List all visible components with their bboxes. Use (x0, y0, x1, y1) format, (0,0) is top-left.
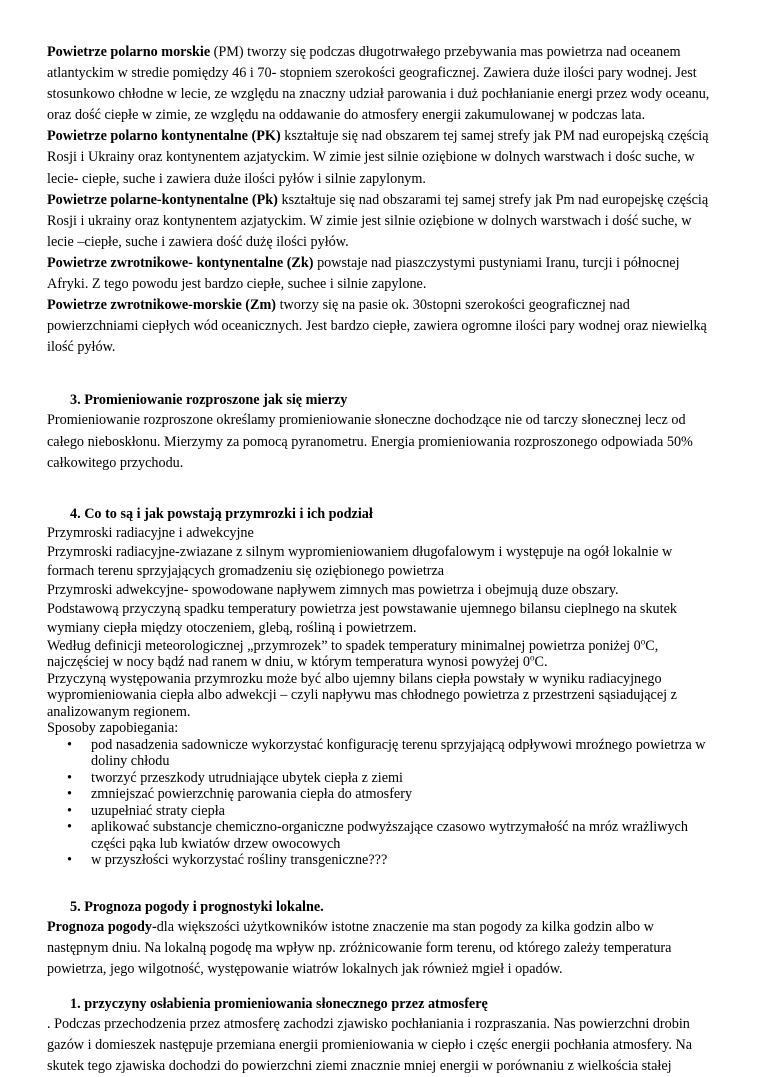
section-weather-forecast (47, 898, 717, 980)
list-item-text: uzupełniać straty ciepła (91, 802, 225, 819)
section-frosts (47, 505, 717, 869)
air-mass-description: (PM) tworzy się podczas długotrwałego przebywania mas powietrza nad oceanem atlantyckim w stredie pomiędzy 46 i 70- stopniem szerokości geograficznej. Zawiera duże ilości pary wodnej. Jest stosunkowo chłodne w lecie, ze względu na znaczny udział parowania i duż pochłanianie energi przez wody oceanu, oraz dość ciepłe w zimie, ze względu na oddawanie do atmosfery energii zakumulowanej w podczas lata. (47, 44, 710, 124)
list-item (47, 852, 717, 869)
degree-mark: o (530, 652, 535, 663)
section-body (47, 917, 717, 980)
section-heading: 1. przyczyny osłabienia promieniowania słonecznego przez atmosferę (70, 995, 488, 1012)
air-mass-description: tworzy się na pasie ok. 30stopni szerokości geograficznej nad powierzchniami ciepłych wód oceanicznych. Jest bardzo ciepłe, zawiera ogromne ilości pary wodnej oraz niewielką ilość pyłów. (47, 297, 707, 356)
definition-unit: C, (645, 637, 659, 654)
air-mass-description: kształtuje się nad obszarem tej samej strefy jak PM nad europejską częścią Rosji i Ukrainy oraz kontynentem azjatyckim. W zimie jest silnie oziębione w dolnych warstwach i dośc suche, w lecie- ciepłe, suche i zawiera duże ilości pyłów i silnie zapylonym. (47, 128, 709, 187)
bullet-icon: • (67, 819, 72, 836)
air-mass-paragraph (47, 253, 717, 295)
definition-text: Według definicji meteorologicznej „przymrozek” to spadek temperatury minimalnej powietrza poniżej 0 (47, 637, 641, 654)
section-diffuse-radiation (47, 391, 717, 473)
bullet-icon: • (67, 786, 72, 803)
list-item (47, 786, 717, 803)
section-body: Promieniowanie rozproszone określamy promieniowanie słoneczne dochodzące nie od tarczy słonecznej lecz od całego nieboskłonu. Mierzymy za pomocą pyranometru. Energia promieniowania rozproszonego odpowiada 50% całkowitego przychodu. (47, 412, 693, 471)
air-mass-title: Powietrze polarno kontynentalne (PK) (47, 128, 281, 145)
air-mass-paragraph (47, 190, 717, 253)
air-mass-title: Powietrze polarno morskie (47, 44, 211, 60)
air-mass-paragraph (47, 42, 717, 126)
list-item-text: w przyszłości wykorzystać rośliny transgeniczne??? (91, 852, 388, 869)
term-description: dla większości użytkowników istotne znaczenie ma stan pogody za kilka godzin albo w następnym dniu. Na lokalną pogodę ma wpływ np. zróżnicowanie form terenu, od którego zależy temperatura powietrza, jego wilgotność, występowanie wiatrów lokalnych jak również mgieł i opadów. (47, 918, 672, 977)
air-mass-description: kształtuje się nad obszarami tej samej strefy jak Pm nad europejskę częścią Rosji i ukrainy oraz kontynentem azjatyckim. W zimie jest silnie oziębione w dolnych warstwach i dość suche, w lecie –ciepłe, suche i zawiera dość dużę ilości pyłów. (47, 191, 709, 250)
frost-definition-line (47, 654, 717, 671)
frost-definition-line (47, 635, 717, 655)
bullet-icon: • (67, 736, 72, 753)
bullet-icon: • (67, 769, 72, 786)
frost-cause-line: Podstawową przyczyną spadku temperatury powietrza jest powstawanie ujemnego bilansu cieplnego na skutek wymiany ciepła między otoczeniem, glebą, rośliną i powietrzem. (47, 600, 677, 636)
section-body: . Podczas przechodzenia przez atmosferę zachodzi zjawisko pochłaniania i rozpraszania. Nas powierzchni drobin gazów i domieszek następuje przemiana energii promieniowania w ciepło i częśc energii pochłania atmosfery. Na skutek tego zjawiska dochodzi do powierzchni ziemi znacznie mniej energii w porównaniu z wielkościa stałej (47, 1015, 693, 1075)
list-item (47, 770, 717, 787)
air-mass-description: powstaje nad piaszczystymi pustyniami Iranu, turcji i północnej Afryki. Z tego powodu jest bardzo ciepłe, suchee i silnie zapylone. (47, 254, 680, 293)
list-item (47, 819, 717, 852)
section-heading: 3. Promieniowanie rozproszone jak się mierzy (70, 392, 348, 409)
air-masses-section (47, 42, 717, 358)
bullet-icon: • (67, 852, 72, 869)
definition-unit: C. (534, 654, 548, 671)
list-item-text: pod nasadzenia sadownicze wykorzystać konfigurację terenu sprzyjającą odpływowi mroźnego powietrza w doliny chłodu (91, 736, 706, 770)
section-heading: 5. Prognoza pogody i prognostyki lokalne. (70, 898, 324, 915)
definition-text: najczęściej w nocy bądź nad ranem w dniu, w którym temperatura wynosi powyżej 0 (47, 654, 531, 671)
document-page (47, 40, 717, 1077)
prevention-list (47, 737, 717, 869)
bullet-icon: • (67, 802, 72, 819)
list-item (47, 737, 717, 770)
air-mass-paragraph (47, 295, 717, 358)
frost-occurrence-paragraph: Przyczyną występowania przymrozku może być albo ujemny bilans ciepła powstały w wyniku radiacyjnego wypromieniowania ciepła albo adwekcji – czyli napływu mas chłodnego powietrza z przestrzeni sąsiadującej z analizowanym regionem. (47, 670, 677, 720)
term-bold: Prognoza pogody- (47, 918, 157, 935)
list-item-text: zmniejszać powierzchnię parowania ciepła do atmosfery (91, 786, 413, 803)
list-item-text: tworzyć przeszkody utrudniające ubytek ciepła z ziemi (91, 769, 403, 786)
air-mass-title: Powietrze polarne-kontynentalne (Pk) (47, 191, 278, 208)
frost-radiative-line: Przymroski radiacyjne-zwiazane z silnym wypromieniowaniem długofalowym i występuje na ogół lokalnie w formach terenu sprzyjających gromadzeniu się oziębionego powietrza (47, 543, 673, 579)
prevention-label: Sposoby zapobiegania: (47, 720, 179, 737)
air-mass-paragraph (47, 126, 717, 189)
list-item (47, 803, 717, 820)
section-heading: 4. Co to są i jak powstają przymrozki i ich podział (70, 505, 373, 522)
degree-mark: o (640, 635, 646, 646)
air-mass-title: Powietrze zwrotnikowe-morskie (Zm) (47, 297, 277, 314)
frost-advective-line: Przymroski adwekcyjne- spowodowane napływem zimnych mas powietrza i obejmują duze obszary. (47, 581, 619, 598)
section-radiation-weakening (47, 995, 717, 1077)
frost-types-line: Przymroski radiacyjne i adwekcyjne (47, 524, 254, 541)
air-mass-title: Powietrze zwrotnikowe- kontynentalne (Zk) (47, 254, 314, 271)
list-item-text: aplikować substancje chemiczno-organiczne podwyższające czasowo wytrzymałość na mróz wrażliwych części pąka lub kwiatów drzew owocowych (91, 819, 688, 852)
